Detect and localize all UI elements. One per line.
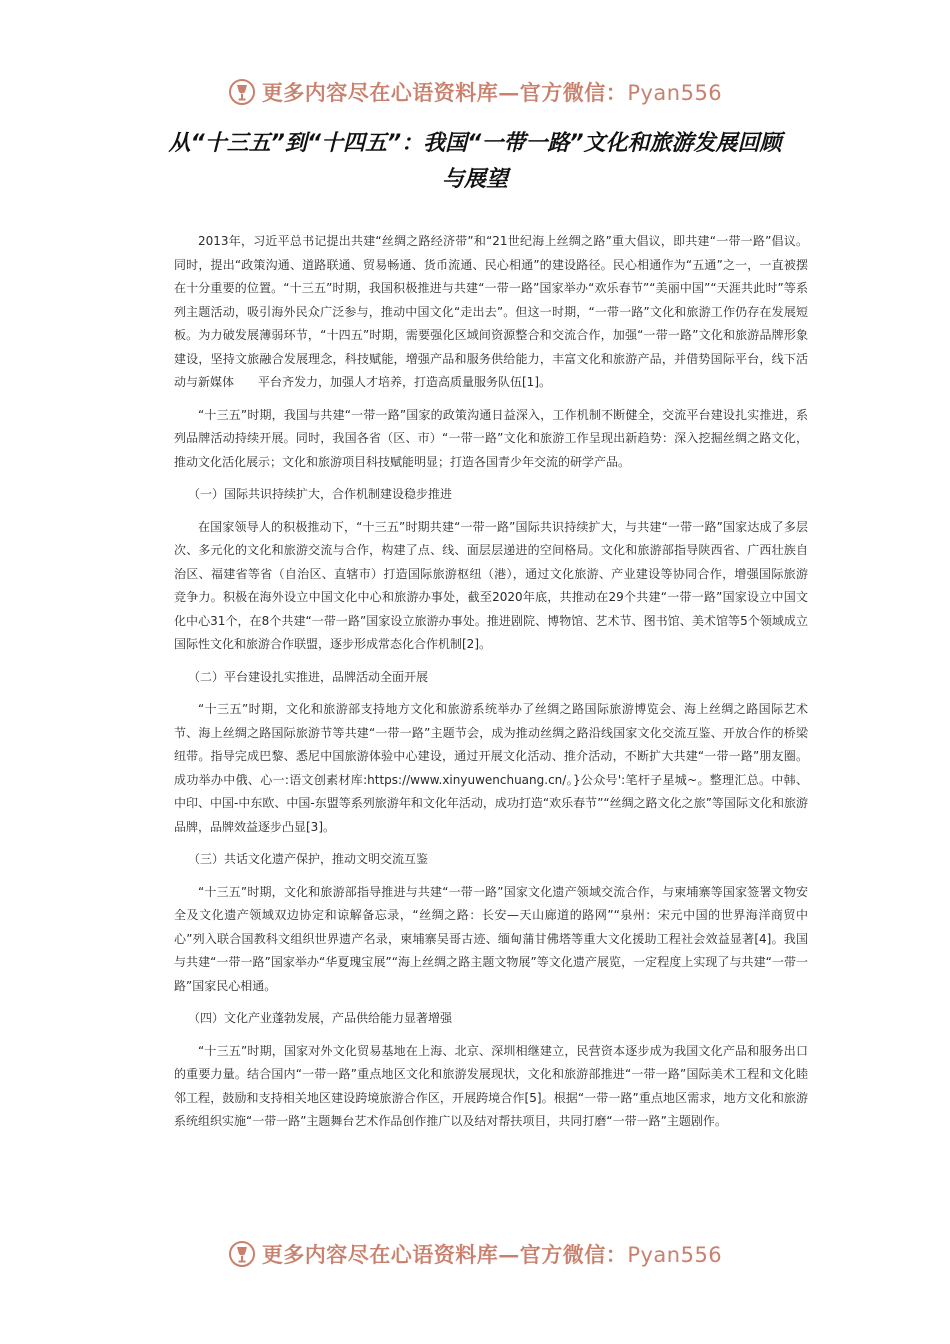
wine-glass-icon [228, 78, 256, 106]
title-line-2: 与展望 [441, 167, 508, 192]
wine-glass-icon [228, 1240, 256, 1268]
article-title [120, 126, 830, 198]
paragraph-4: “十三五”时期，文化和旅游部支持地方文化和旅游系统举办了丝绸之路国际旅游博览会、海上丝绸之路国际艺术节、海上丝绸之路国际旅游节等共建“一带一路”主题节会，成为推动丝绸之路沿线国家文化交流互鉴、开放合作的桥梁纽带。指导完成巴黎、悉尼中国旅游体验中心建设，通过开展文化活动、推介活动，不断扩大共建“一带一路”朋友圈。成功举办中俄、心一:语文创素材库:https://www.xinyuwenchuang.cn/。}公众号':笔杆子星城~。整理汇总。中韩、中印、中国-中东欧、中国-东盟等系列旅游年和文化年活动，成功打造“欢乐春节”“丝绸之路文化之旅”等国际文化和旅游品牌，品牌效益逐步凸显[3]。 [174, 702, 808, 834]
paragraph-1: 2013年，习近平总书记提出共建“丝绸之路经济带”和“21世纪海上丝绸之路”重大倡议，即共建“一带一路”倡议。同时，提出“政策沟通、道路联通、贸易畅通、货币流通、民心相通”的建设路径。民心相通作为“五通”之一，一直被摆在十分重要的位置。“十三五”时期，我国积极推进与共建“一带一路”国家举办“欢乐春节”“美丽中国”“天涯共此时”等系列主题活动，吸引海外民众广泛参与，推动中国文化“走出去”。但这一时期，“一带一路”文化和旅游工作仍存在发展短板。为力破发展薄弱环节，“十四五”时期，需要强化区域间资源整合和交流合作，加强“一带一路”文化和旅游品牌形象建设，坚持文旅融合发展理念，科技赋能，增强产品和服务供给能力，丰富文化和旅游产品，并借势国际平台，线下活动与新媒体 平台齐发力，加强人才培养，打造高质量服务队伍[1]。 [174, 234, 808, 389]
title-line-1: 从“十三五”到“十四五”：我国“一带一路”文化和旅游发展回顾 [168, 131, 782, 156]
paragraph-5: “十三五”时期，文化和旅游部指导推进与共建“一带一路”国家文化遗产领域交流合作，与柬埔寨等国家签署文物安全及文化遗产领域双边协定和谅解备忘录，“丝绸之路：长安—天山廊道的路网”“泉州：宋元中国的世界海洋商贸中心”列入联合国教科文组织世界遗产名录，柬埔寨吴哥古迹、缅甸蒲甘佛塔等重大文化援助工程社会效益显著[4]。我国与共建“一带一路”国家举办“华夏瑰宝展”“海上丝绸之路主题文物展”等文化遗产展览，一定程度上实现了与共建“一带一路”国家民心相通。 [174, 884, 808, 993]
paragraph-6: “十三五”时期，国家对外文化贸易基地在上海、北京、深圳相继建立，民营资本逐步成为我国文化产品和服务出口的重要力量。结合国内“一带一路”重点地区文化和旅游发展现状，文化和旅游部推进“一带一路”国际美术工程和文化睦邻工程，鼓励和支持相关地区建设跨境旅游合作区，开展跨境合作[5]。根据“一带一路”重点地区需求，地方文化和旅游系统组织实施“一带一路”主题舞台艺术作品创作推广以及结对帮扶项目，共同打磨“一带一路”主题剧作。 [174, 1043, 808, 1128]
section-heading-3: （三）共话文化遗产保护，推动文明交流互鉴 [188, 852, 429, 866]
footer-watermark-banner [0, 1234, 950, 1274]
watermark-text: 更多内容尽在心语资料库—官方微信：Pyan556 [261, 1242, 723, 1267]
section-heading-4: （四）文化产业蓬勃发展，产品供给能力显著增强 [188, 1011, 453, 1025]
section-heading-2: （二）平台建设扎实推进，品牌活动全面开展 [188, 669, 429, 684]
paragraph-2: “十三五”时期，我国与共建“一带一路”国家的政策沟通日益深入，工作机制不断健全，交流平台建设扎实推进，系列品牌活动持续开展。同时，我国各省（区、市）“一带一路”文化和旅游工作呈现出新趋势：深入挖掘丝绸之路文化，推动文化活化展示；文化和旅游项目科技赋能明显；打造各国青少年交流的研学产品。 [174, 407, 808, 469]
header-watermark-banner [0, 72, 950, 112]
wechat-handle: Pyan556 [627, 1243, 723, 1267]
watermark-text: 更多内容尽在心语资料库—官方微信：Pyan556 [261, 80, 723, 105]
article-body [174, 230, 833, 1134]
wechat-handle: Pyan556 [627, 81, 723, 105]
section-heading-1: （一）国际共识持续扩大，合作机制建设稳步推进 [188, 487, 453, 501]
paragraph-3: 在国家领导人的积极推动下，“十三五”时期共建“一带一路”国际共识持续扩大，与共建“一带一路”国家达成了多层次、多元化的文化和旅游交流与合作，构建了点、线、面层层递进的空间格局。文化和旅游部指导陕西省、广西壮族自治区、福建省等省（自治区、直辖市）打造国际旅游枢纽（港），通过文化旅游、产业建设等协同合作，增强国际旅游 竞争力。积极在海外设立中国文化中心和旅游办事处，截至2020年底，共推动在29个共建“一带一路”国家设立中国文化中心31个，在8个共建“一带一路”国家设立旅游办事处。推进剧院、博物馆、艺术节、图书馆、美术馆等5个领域成立国际性文化和旅游合作联盟，逐步形成常态化合作机制[2]。 [174, 519, 833, 651]
